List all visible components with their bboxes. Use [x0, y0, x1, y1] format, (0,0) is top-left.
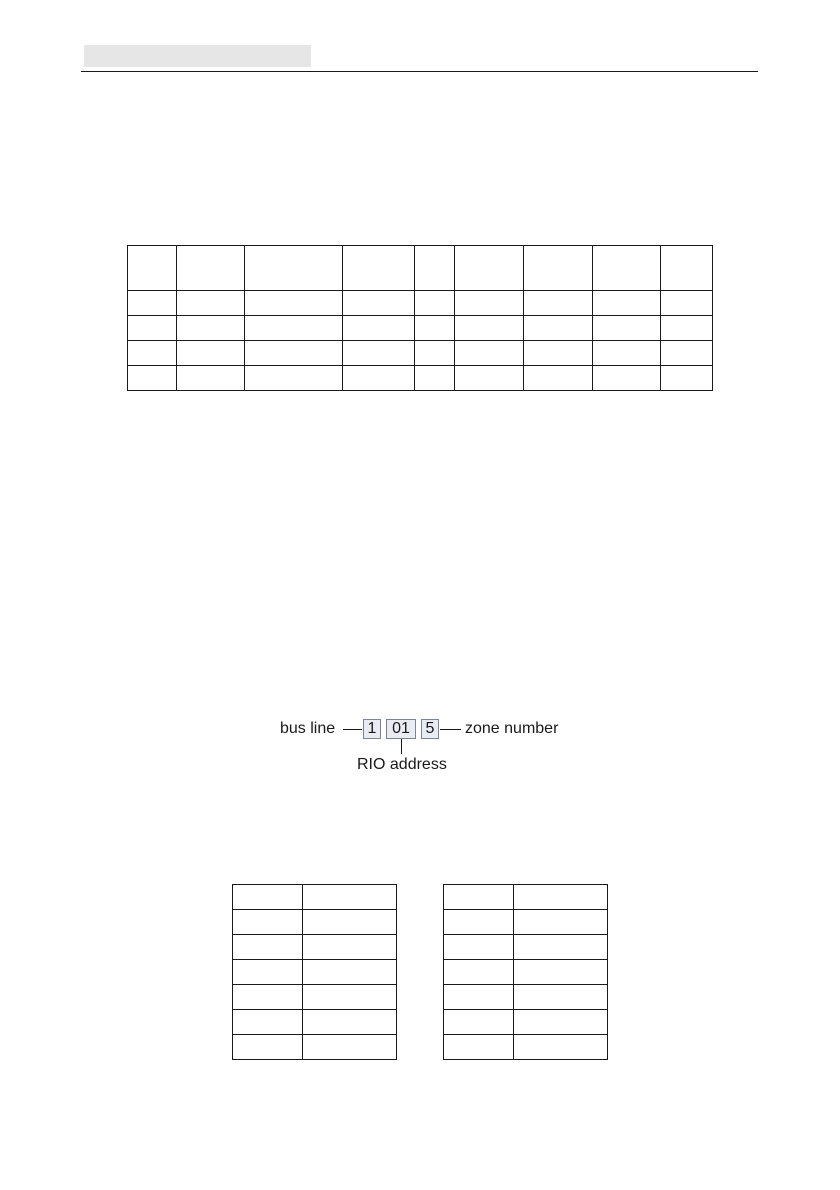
table-row — [233, 935, 397, 960]
zone-number-connector — [440, 729, 461, 730]
table-cell — [303, 985, 397, 1010]
table-row — [444, 885, 608, 910]
table-cell — [444, 1035, 514, 1060]
table-cell — [415, 366, 455, 391]
table-cell — [303, 1010, 397, 1035]
table-cell — [661, 246, 713, 291]
table-cell — [128, 341, 177, 366]
table-row — [233, 1035, 397, 1060]
table-cell — [593, 291, 661, 316]
table-cell — [177, 246, 245, 291]
table-header-row — [128, 246, 713, 291]
table-cell — [245, 246, 343, 291]
table-cell — [343, 316, 415, 341]
table-cell — [514, 960, 608, 985]
table-cell — [245, 291, 343, 316]
table-cell — [514, 935, 608, 960]
table-cell — [233, 1010, 303, 1035]
table-row — [233, 960, 397, 985]
table-cell — [233, 885, 303, 910]
table-cell — [661, 341, 713, 366]
table-cell — [415, 316, 455, 341]
table-cell — [514, 985, 608, 1010]
table-cell — [233, 935, 303, 960]
header-rule — [81, 71, 758, 72]
zone-number-digit-box: 5 — [421, 719, 439, 739]
table-cell — [514, 1035, 608, 1060]
table-cell — [415, 246, 455, 291]
table-cell — [303, 885, 397, 910]
table-cell — [343, 246, 415, 291]
table-cell — [233, 1035, 303, 1060]
table-cell — [661, 291, 713, 316]
table-row — [444, 1010, 608, 1035]
table-cell — [343, 341, 415, 366]
table-cell — [303, 910, 397, 935]
table-cell — [343, 291, 415, 316]
table-row — [128, 291, 713, 316]
table-cell — [245, 366, 343, 391]
table-cell — [177, 366, 245, 391]
table-cell — [593, 316, 661, 341]
bus-line-connector — [343, 729, 362, 730]
table-cell — [455, 341, 524, 366]
table-cell — [444, 1010, 514, 1035]
table-cell — [303, 960, 397, 985]
table-cell — [524, 291, 593, 316]
table-cell — [128, 366, 177, 391]
table-cell — [444, 935, 514, 960]
right-lookup-table — [443, 884, 608, 1060]
table-row — [444, 985, 608, 1010]
table-cell — [514, 1010, 608, 1035]
table-row — [128, 341, 713, 366]
table-cell — [303, 935, 397, 960]
table-row — [233, 885, 397, 910]
table-cell — [524, 316, 593, 341]
table-cell — [455, 366, 524, 391]
table-cell — [444, 910, 514, 935]
table-row — [233, 985, 397, 1010]
table-cell — [455, 246, 524, 291]
zone-number-label: zone number — [465, 720, 559, 737]
table-cell — [514, 885, 608, 910]
rio-address-label: RIO address — [357, 756, 447, 773]
table-cell — [661, 366, 713, 391]
table-cell — [661, 316, 713, 341]
table-cell — [177, 316, 245, 341]
table-row — [233, 910, 397, 935]
table-row — [444, 935, 608, 960]
table-row — [128, 316, 713, 341]
rio-address-connector — [401, 739, 402, 754]
table-cell — [245, 341, 343, 366]
table-cell — [415, 341, 455, 366]
table-cell — [593, 341, 661, 366]
table-cell — [455, 316, 524, 341]
table-cell — [444, 985, 514, 1010]
table-cell — [524, 341, 593, 366]
table-cell — [177, 341, 245, 366]
table-cell — [444, 960, 514, 985]
bus-line-label: bus line — [280, 720, 336, 737]
table-cell — [233, 985, 303, 1010]
table-row — [444, 1035, 608, 1060]
table-cell — [245, 316, 343, 341]
table-row — [444, 910, 608, 935]
table-cell — [233, 960, 303, 985]
table-cell — [593, 246, 661, 291]
table-row — [233, 1010, 397, 1035]
zone-number-diagram — [270, 712, 580, 782]
table-cell — [455, 291, 524, 316]
table-cell — [415, 291, 455, 316]
left-lookup-table — [232, 884, 397, 1060]
rio-address-digit-box: 01 — [386, 719, 416, 739]
table-cell — [524, 246, 593, 291]
table-row — [128, 366, 713, 391]
table-cell — [593, 366, 661, 391]
table-cell — [233, 910, 303, 935]
header-tab — [84, 45, 311, 67]
table-cell — [343, 366, 415, 391]
main-table — [127, 245, 713, 391]
table-cell — [524, 366, 593, 391]
table-cell — [177, 291, 245, 316]
table-cell — [128, 291, 177, 316]
table-row — [444, 960, 608, 985]
bus-line-digit-box: 1 — [363, 719, 381, 739]
table-cell — [514, 910, 608, 935]
table-cell — [128, 246, 177, 291]
table-cell — [444, 885, 514, 910]
table-cell — [128, 316, 177, 341]
table-cell — [303, 1035, 397, 1060]
